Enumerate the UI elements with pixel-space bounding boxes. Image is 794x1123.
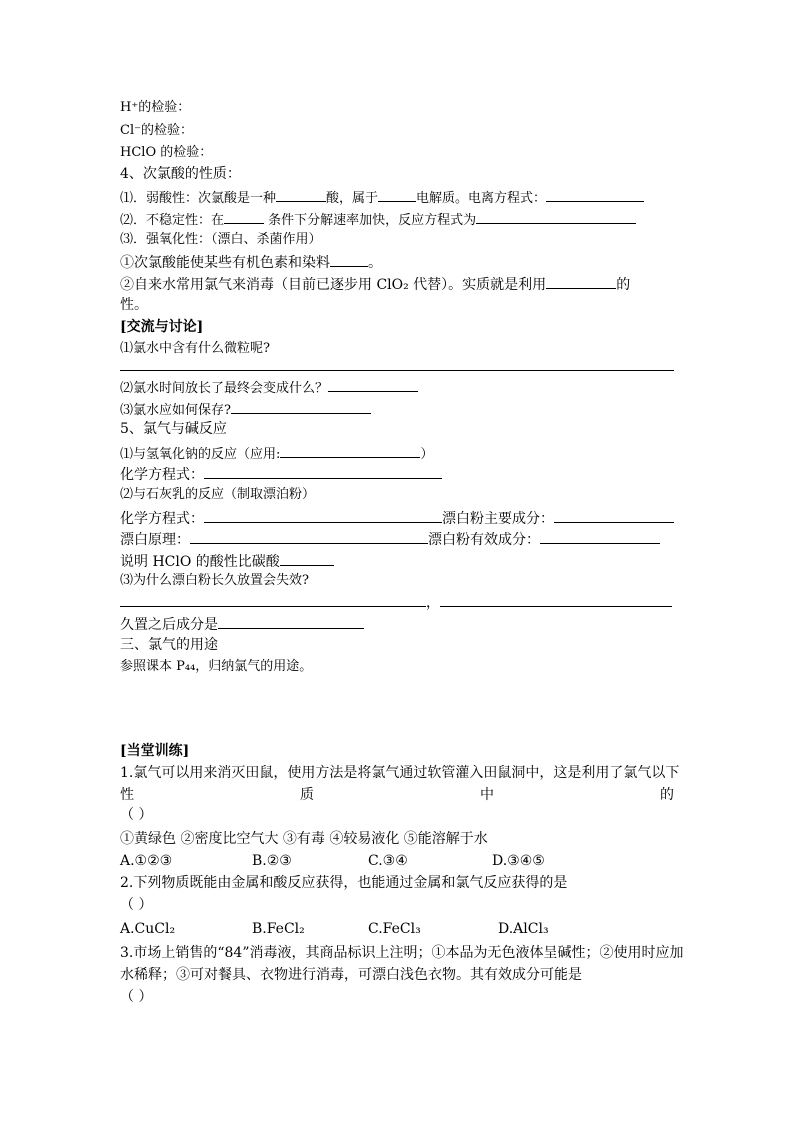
answer-blank[interactable]: [224, 209, 264, 224]
answer-paren: （ ）: [120, 989, 153, 1005]
answer-blank[interactable]: [218, 614, 364, 629]
question-2: ⑵氯水时间放长了最终会变成什么？: [120, 377, 418, 398]
answer-blank[interactable]: [280, 443, 420, 458]
option-d[interactable]: D.AlCl₃: [498, 921, 549, 937]
exercise-3: 3.市场上销售的“84”消毒液，其商品标识上注明；①本品为无色液体呈碱性；②使用时应加: [120, 945, 684, 961]
practice-heading: [当堂训练]: [120, 743, 190, 759]
answer-blank[interactable]: [440, 592, 672, 607]
answer-blank[interactable]: [476, 209, 636, 224]
answer-blank[interactable]: [120, 592, 426, 607]
option-a[interactable]: A.①②③: [120, 853, 173, 869]
oxidizing-line: ⑶．强氧化性：（漂白、杀菌作用）: [120, 232, 322, 247]
section-3-title: 三、氯气的用途: [120, 637, 218, 653]
option-b[interactable]: B.②③: [252, 853, 292, 869]
option-d[interactable]: D.③④⑤: [492, 853, 545, 869]
hclo-test: HClO 的检验：: [120, 145, 213, 160]
textbook-reference: 参照课本 P₄₄，归纳氯气的用途。: [120, 659, 313, 674]
option-c[interactable]: C.③④: [368, 853, 408, 869]
answer-blank[interactable]: [330, 252, 368, 267]
bleach-principle: 漂白原理： 漂白粉有效成分：: [120, 529, 660, 549]
answer-blank[interactable]: [276, 187, 326, 202]
equation-2: 化学方程式： 漂白粉主要成分：: [120, 508, 674, 528]
question-4-answers: ，: [120, 592, 672, 612]
answer-blank[interactable]: [231, 399, 371, 414]
naoh-reaction: ⑴与氢氧化钠的反应（应用: ）: [120, 443, 433, 464]
section-4-title: 4、次氯酸的性质：: [120, 166, 241, 182]
weak-acid-line: ⑴．弱酸性：次氯酸是一种 酸，属于 电解质。电离方程式：: [120, 187, 644, 208]
exercise-2-options: [120, 920, 674, 938]
cl-minus-test: Cl⁻的检验：: [120, 123, 193, 138]
answer-blank[interactable]: [554, 508, 674, 523]
aged-composition: 久置之后成分是: [120, 614, 364, 634]
answer-paren: （ ）: [120, 807, 153, 823]
question-4: ⑶为什么漂白粉长久放置会失效?: [120, 573, 309, 588]
answer-paren: （ ）: [120, 897, 153, 913]
answer-blank[interactable]: [204, 508, 442, 523]
question-3: ⑶氯水应如何保存?: [120, 399, 371, 420]
exercise-3-cont: 水稀释；③可对餐具、衣物进行消毒，可漂白浅色衣物。其有效成分可能是: [120, 967, 582, 983]
option-b[interactable]: B.FeCl₂: [252, 921, 305, 937]
question-1: ⑴氯水中含有什么微粒呢?: [120, 341, 270, 356]
tap-water-line: ②自来水常用氯气来消毒（目前已逐步用 ClO₂ 代替）。实质就是利用 的: [120, 274, 630, 294]
option-a[interactable]: A.CuCl₂: [120, 921, 176, 937]
exercise-1: 1.氯气可以用来消灭田鼠，使用方法是将氯气通过软管灌入田鼠洞中，这是利用了氯气以下: [120, 765, 680, 781]
answer-blank[interactable]: [546, 274, 616, 289]
section-5-title: 5、氯气与碱反应: [120, 421, 227, 437]
acidity-compare: 说明 HClO 的酸性比碳酸: [120, 551, 334, 571]
equation-1: 化学方程式：: [120, 464, 442, 484]
option-c[interactable]: C.FeCl₃: [368, 921, 421, 937]
answer-blank[interactable]: [546, 187, 644, 202]
exercise-1-options: [120, 852, 674, 870]
answer-blank[interactable]: [540, 529, 660, 544]
answer-blank[interactable]: [328, 377, 418, 392]
answer-blank[interactable]: [204, 464, 442, 479]
exercise-1-properties: ①黄绿色 ②密度比空气大 ③有毒 ④较易液化 ⑤能溶解于水: [120, 831, 488, 847]
instability-line: ⑵．不稳定性：在 条件下分解速率加快，反应方程式为: [120, 209, 636, 230]
lime-reaction: ⑵与石灰乳的反应（制取漂泊粉）: [120, 487, 316, 502]
answer-blank[interactable]: [280, 551, 334, 566]
answer-blank[interactable]: [190, 529, 428, 544]
answer-line[interactable]: [120, 370, 674, 371]
discussion-heading: [交流与讨论]: [120, 319, 204, 335]
bleach-dye-line: ①次氯酸能使某些有机色素和染料 。: [120, 252, 382, 272]
h-plus-test: H⁺的检验：: [120, 100, 191, 115]
exercise-1-cont: 性 质 中 的: [120, 787, 674, 803]
answer-blank[interactable]: [378, 187, 416, 202]
exercise-2: 2.下列物质既能由金属和酸反应获得，也能通过金属和氯气反应获得的是: [120, 875, 568, 891]
tap-water-line-cont: 性。: [120, 297, 148, 313]
